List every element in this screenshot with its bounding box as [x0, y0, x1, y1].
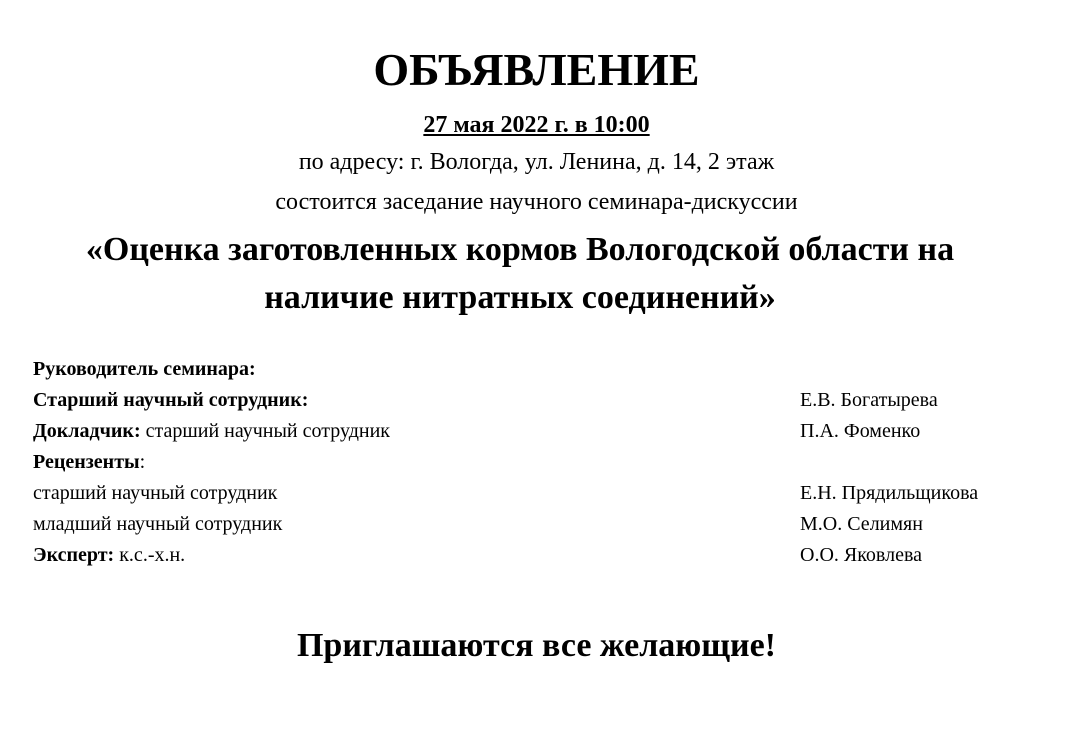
reviewer-1-position: старший научный сотрудник	[33, 482, 278, 504]
reviewers-colon: :	[139, 451, 146, 473]
participants-list	[33, 354, 1043, 571]
announcement-heading: ОБЪЯВЛЕНИЕ	[373, 44, 700, 95]
expert-name: О.О. Яковлева	[800, 544, 923, 566]
speaker-position: старший научный сотрудник	[140, 420, 390, 442]
senior-researcher-row	[33, 385, 1043, 416]
senior-researcher-label: Старший научный сотрудник:	[33, 389, 309, 411]
date-time-wrapper	[0, 110, 1073, 140]
expert-row	[33, 540, 1043, 571]
event-description: состоится заседание научного семинара-дискуссии	[275, 189, 798, 215]
expert-label: Эксперт:	[33, 544, 115, 566]
reviewer-1-name: Е.Н. Прядильщикова	[800, 482, 979, 504]
seminar-topic-line-1: «Оценка заготовленных кормов Вологодской области на	[85, 231, 955, 268]
seminar-topic-line-2: наличие нитратных соединений»	[264, 279, 776, 316]
event-address: по адресу: г. Вологда, ул. Ленина, д. 14, 2 этаж	[298, 149, 775, 175]
invitation-text: Приглашаются все желающие!	[296, 627, 776, 664]
reviewers-label: Рецензенты	[33, 451, 140, 473]
reviewer-2-name: М.О. Селимян	[800, 513, 923, 535]
reviewer-1-row	[33, 478, 1043, 509]
reviewers-row	[33, 447, 1043, 478]
speaker-row	[33, 416, 1043, 447]
senior-researcher-name: Е.В. Богатырева	[800, 389, 938, 411]
speaker-label: Докладчик:	[33, 420, 141, 442]
expert-degree: к.с.-х.н.	[114, 544, 186, 566]
event-date-time: 27 мая 2022 г. в 10:00	[423, 112, 650, 138]
reviewer-2-row	[33, 509, 1043, 540]
reviewer-2-position: младший научный сотрудник	[33, 513, 283, 535]
speaker-name: П.А. Фоменко	[800, 420, 921, 442]
seminar-topic	[0, 226, 1040, 322]
leader-row	[33, 354, 1043, 385]
leader-label: Руководитель семинара:	[33, 358, 256, 380]
